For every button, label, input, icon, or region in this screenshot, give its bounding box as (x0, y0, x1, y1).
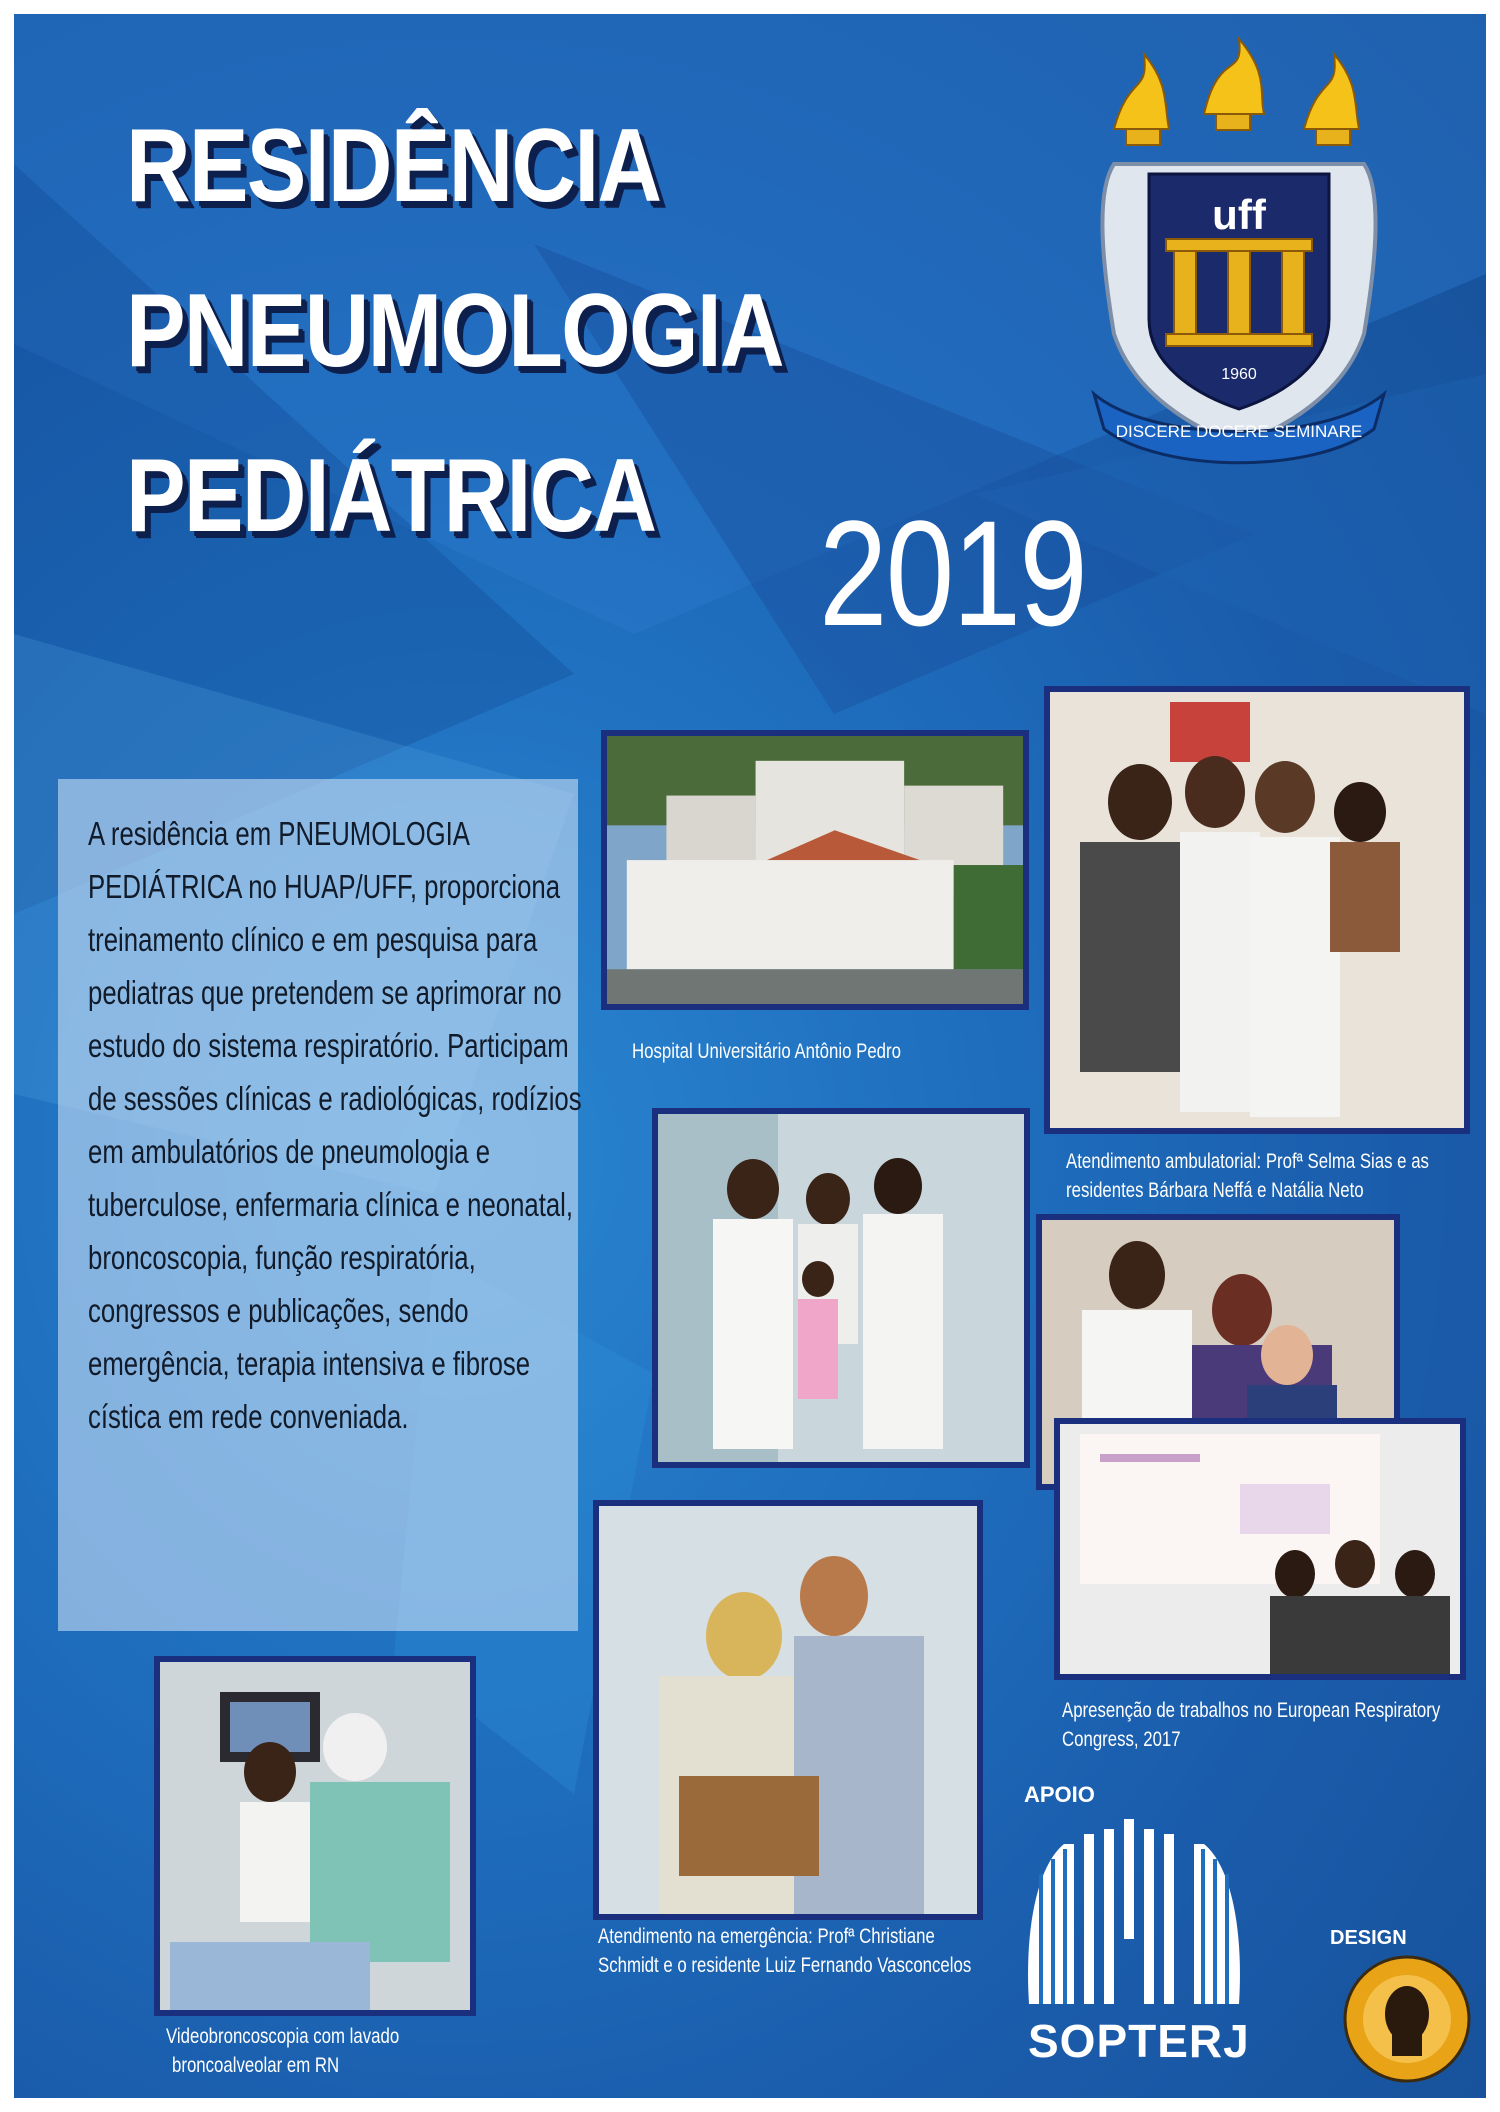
caption-ambulatorio-2: residentes Bárbara Neffá e Natália Neto (1066, 1179, 1364, 1202)
caption-congresso-2: Congress, 2017 (1062, 1728, 1181, 1751)
uff-emblem-logo (1074, 34, 1404, 484)
title-line-3: PEDIÁTRICA (126, 438, 656, 554)
photo-ambulatorio (1044, 686, 1470, 1134)
support-org: SOPTERJ (1028, 2015, 1250, 2067)
emblem-acronym: uff (1212, 191, 1266, 238)
emblem-year: 1960 (1221, 366, 1257, 383)
caption-hospital: Hospital Universitário Antônio Pedro (632, 1040, 901, 1063)
emblem-motto: DISCERE DOCERE SEMINARE (1115, 422, 1363, 441)
description-text: A residência em PNEUMOLOGIA PEDIÁTRICA no HUAP/UFF, proporciona treinamento clínico e em pesquisa para pediatras que pretendem se aprimorar no estudo do sistema respiratório. Participam de sessões clínicas e radiológicas, rodízios em ambulatórios de pneumologia e tuberculose, enfermaria clínica e neonatal, broncoscopia, função respiratória, congressos e publicações, sendo emergência, terapia intensiva e fibrose cística em rede conveniada. (88, 815, 582, 1435)
design-label: DESIGN (1330, 1927, 1407, 1949)
title-line-2: PNEUMOLOGIA (126, 273, 783, 389)
title-year: 2019 (819, 489, 1087, 657)
photo-videobroncoscopia (154, 1656, 476, 2016)
sopterj-lungs-logo (1019, 1814, 1249, 2014)
caption-congresso-1: Apresenção de trabalhos no European Respiratory (1062, 1699, 1441, 1722)
caption-video-2: broncoalveolar em RN (172, 2054, 340, 2077)
description-box (58, 779, 582, 1631)
caption-emergencia-1: Atendimento na emergência: Profª Christiane (598, 1925, 935, 1948)
caption-ambulatorio-1: Atendimento ambulatorial: Profª Selma Sias e as (1066, 1150, 1429, 1173)
caption-video-1: Videobroncoscopia com lavado (166, 2025, 400, 2048)
photo-equipe (652, 1108, 1030, 1468)
title-line-1: RESIDÊNCIA (126, 108, 661, 224)
photo-hospital (601, 730, 1029, 1010)
support-label: APOIO (1024, 1782, 1095, 1807)
photo-emergencia (593, 1500, 983, 1920)
caption-emergencia-2: Schmidt e o residente Luiz Fernando Vasconcelos (598, 1954, 972, 1977)
photo-congresso (1054, 1418, 1466, 1680)
designer-badge-logo (1342, 1954, 1472, 2084)
poster (14, 14, 1486, 2098)
